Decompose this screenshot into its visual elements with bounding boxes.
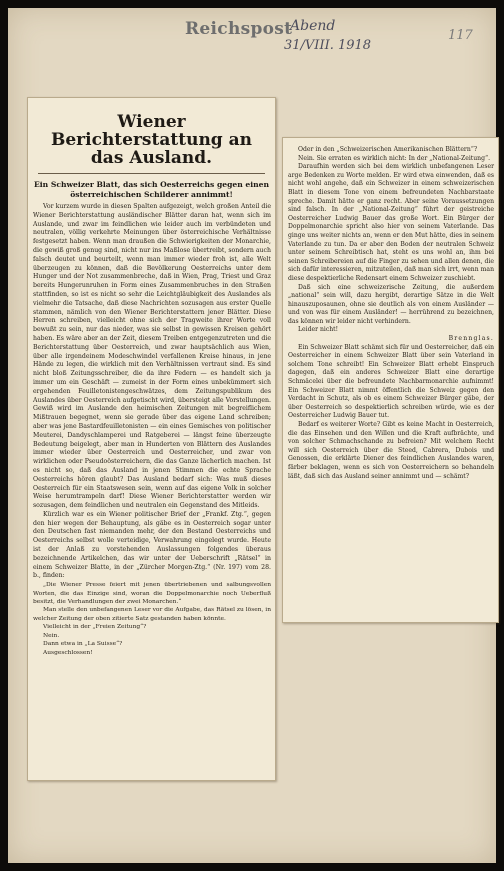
quote-paragraph: Nein. xyxy=(43,632,60,639)
body-paragraph: Ein Schweizer Blatt schämt sich für und Oesterreicher, daß ein Oesterreicher in einem Schweizer Blatt über sein Vaterland in solchem Tone schreibt! Ein Schweizer Blatt erhebt Einspruch dagegen, daß ein anderes Schweizer Blatt eine derartige Schmäcelei über die befreundete Nachbarmonarchie aufnimmt! Ein Schweizer Blatt nimmt öffentlich die Schweiz gegen den Verdacht in Schutz, als ob es einem Schweizer Bürger gäbe, der über Oesterreich so despektierlich schreiben würde, wie es der Oesterreicher Ludwig Bauer tut. xyxy=(288,343,494,420)
article-clipping-left xyxy=(27,97,276,781)
article-body-column-1 xyxy=(33,203,271,657)
article-clipping-right xyxy=(282,137,499,623)
body-paragraph: Bedarf es weiterer Worte? Gibt es keine Macht in Oesterreich, die das Einsehen und den Willen und die Kraft aufbrächte, und von solcher Schmachschande zu befreien? Mit welchem Recht will sich Oesterreich über die Steed, Cabrera, Dubois und Genossen, die erklärte Diener des feindlichen Auslandes waren, färber beklagen, wenn es sich von Oesterreichern so behandeln läßt, daß sich das Ausland seiner annimmt und — schämt? xyxy=(288,421,494,480)
body-paragraph: Daraufhin werden sich bei dem wirklich unbefangenen Leser arge Bedenken zu Worte melden. Er wird etwa einwenden, daß es nicht wohl angehe, daß ein Schweizer in einem schweizerischen Blatt in diesem Tone von einem befreundeten Nachbarstaate spreche. Damit hätte er ganz recht. Aber seine Voraussetzungen sind falsch. In der „National-Zeitung“ führt der geistreiche Oesterreicher Ludwig Bauer das große Wort. Ein Bürger der Doppelmonarchie spricht also hier von seinem Vaterlande. Das ginge uns weiter nichts an, wenn er den Mut hätte, dies in seinem Vaterlande zu tun. Da er aber den Boden der neutralen Schweiz unter seinem Schreibtisch hat, steht es uns wohl an, ihm bei seinen Schreibereien auf die Finger zu sehen und allen denen, die sich dafür interessieren, mitzuteilen, daß man sich irrt, wenn man diese despektierliche Redensart einem Schweizer zuschiebt. xyxy=(288,163,494,282)
handwritten-edition-note: Abend xyxy=(290,18,336,34)
quote-paragraph: Ausgeschlossen! xyxy=(43,649,93,656)
archive-sheet xyxy=(8,8,496,863)
body-paragraph: Vor kurzem wurde in diesen Spalten aufgezeigt, welch großen Anteil die Wiener Berichterstattung ausländischer Blätter daran hat, wenn sich im Auslande, und zwar im feindlichen wie leider auch im verbündeten und neutralen, völlig verkehrte Meinungen über österreichische Verhältnisse festgesetzt haben. Wenn man draußen die Schwierigkeiten der Monarchie, die gewiß groß genug sind, nicht nur ins Maßlose übertreibt, sondern auch falsch deutet und beurteilt, wenn man immer wieder froh ist, alle Welt überzeugen zu können, daß die Bevölkerung Oesterreichs unter dem Hunger und der Not zusammenbreche, daß in Wien, Prag, Triest und Graz bereits Hungerunruhen in Form eines Zusammenbruches in den Straßen stattfinden, so ist es nicht so sehr die Leichtgläubigkeit des Auslandes als vielmehr die Tatsache, daß diese Nachrichten sozusagen aus erster Quelle stammen, nämlich von den Wiener Berichterstattern jener Blätter. Diese Herren schreiben, vielleicht ohne sich der Tragweite ihrer Worte voll bewußt zu sein, nur das nieder, was sie selbst in gewissen Kreisen gehört haben. Es wäre aber an der Zeit, diesem Treiben entgegenzutreten und die Berichterstattung über Oesterreich, und zwar hauptsächlich aus Wien, über alle irgendeinem Modeschwindel verfallenen Kreise hinaus, in jene Hände zu legen, die wirklich mit den Verhältnissen vertraut sind. Es sind nicht bloß Zeitungsschreiber, die da ihre Federn — es handelt sich ja immer um ein Geschäft — zumeist in der Form eines unbekümmert sich ergehenden Feuilletonistengeschwätzes, dem Zeitungspublikum des Auslandes über Oesterreich aufgetischt wird, übersteigt alle Vorstellungen. Gewiß wird im Auslande den heimischen Zeitungen mit begreiflichem Mißtrauen begegnet, wenn sie gerade über das eigene Land schreiben; aber was jene Bastardfeuilletonisten — ein eines Gemisches von politischer Meuterei, Dandyschlamperei und Ratgeberei — längst feine überzeugte Bedeutung beigelegt, aber man in Hunderten von Blättern des Auslandes immer wieder über Oesterreich und Oesterreicher, und zwar von wirklichen oder Pseudoösterreichern, die das Ganze lächerlich machen. Ist es nicht so, daß das Ausland in jenen Stimmen die echte Sprache Oesterreichs hören glaubt? Das Ausland bedarf sich: Was muß dieses Oesterreich für ein Staatswesen sein, wenn auf das eigene Volk in solcher Weise herumtrampeln darf! Diese Wiener Berichterstatter werden wir sozusagen, dem feindlichen und neutralen ein Gegenstand des Mitleids. xyxy=(33,203,271,510)
handwritten-page-number: 117 xyxy=(448,28,473,43)
body-paragraph: Daß sich eine schweizerische Zeitung, die außerdem „national“ sein will, dazu hergibt, derartige Sätze in die Welt hinauszuposaunen, ohne sie deutlich als von einem Ausländer — und von was für einem Ausländer! — herrührend zu bezeichnen, das können wir leider nicht verhindern. xyxy=(288,283,494,325)
quoted-block xyxy=(33,581,271,657)
article-subhead: Ein Schweizer Blatt, das sich Oesterreichs gegen einen österreichischen Schilderer annimmt! xyxy=(34,180,270,199)
quote-paragraph: Man stelle den unbefangenen Leser vor die Aufgabe, das Rätsel zu lösen, in welcher Zeitung der oben zitierte Satz gestanden haben könnte. xyxy=(33,607,271,622)
quote-paragraph: Dann etwa in „La Suisse“? xyxy=(43,641,123,648)
handwritten-date-note: 31/VIII. 1918 xyxy=(284,38,372,53)
body-paragraph: Oder in den „Schweizerischen Amerikanischen Blättern“? xyxy=(298,146,478,153)
body-paragraph: Kürzlich war es ein Wiener politischer Brief der „Frankf. Ztg.“, gegen den hier wegen der Behauptung, als gäbe es in Oesterreich sogar unter den Deutschen fast niemanden mehr, der den Bestand Oesterreichs und Oesterreichs selbst wolle verteidige, Verwahrung eingelegt wurde. Heute ist der Anlaß zu vorstehenden Auslassungen folgendes überaus bezeichnende Artikelchen, das wir unter der Ueberschrift „Rätsel“ in einem Schweizer Blatte, in der „Zürcher Morgen-Ztg.“ (Nr. 197) vom 28. b., finden: xyxy=(33,510,271,580)
headline-rule xyxy=(38,173,265,174)
article-body-column-2 xyxy=(288,146,494,481)
quote-paragraph: „Die Wiener Presse feiert mit jenen übertriebenen und salbungsvollen Worten, die das Einzige sind, woran die Doppelmonarchie noch Ueberfluß besitzt, die Verhandlungen der zwei Monarchen.“ xyxy=(33,582,271,606)
body-paragraph: Nein. Sie erraten es wirklich nicht: In der „National-Zeitung“. xyxy=(298,154,491,162)
quote-paragraph: Vielleicht in der „Freien Zeitung“? xyxy=(43,624,147,631)
article-headline: Wiener Berichterstattung an das Ausland. xyxy=(51,112,252,168)
body-paragraph: Leider nicht! xyxy=(298,326,339,334)
newspaper-stamp: Reichspost xyxy=(185,19,293,39)
author-signature: Brennglas. xyxy=(448,335,494,343)
